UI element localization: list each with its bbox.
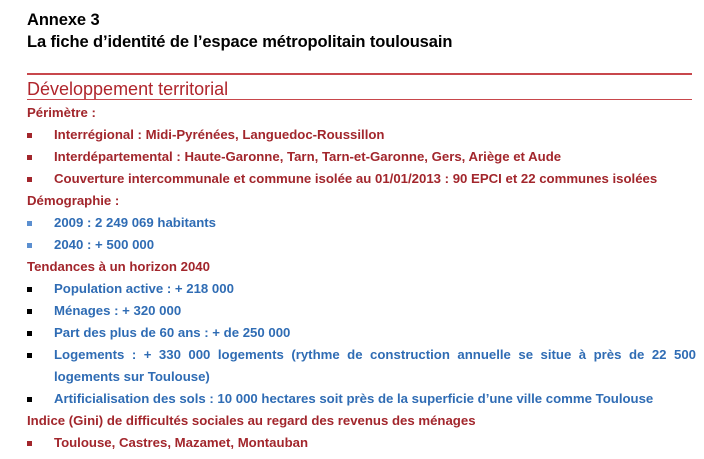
square-bullet-icon [27,221,32,226]
list-item-text: Couverture intercommunale et commune isolée au 01/01/2013 : 90 EPCI et 22 communes isolées [54,171,658,186]
list-item-text: Ménages : + 320 000 [54,303,182,318]
list-item-text: Interdépartemental : Haute-Garonne, Tarn, Tarn-et-Garonne, Gers, Ariège et Aude [54,149,562,164]
demographie-heading: Démographie : [27,193,120,208]
perimetre-heading: Périmètre : [27,105,96,120]
square-bullet-icon [27,441,32,446]
list-item-text: 2009 : 2 249 069 habitants [54,215,217,230]
tendances-heading: Tendances à un horizon 2040 [27,259,210,274]
list-item-text: Population active : + 218 000 [54,281,234,296]
section-title: Développement territorial [27,79,229,99]
square-bullet-icon [27,331,32,336]
square-bullet-icon [27,155,32,160]
section-header [27,73,692,100]
logements-line-2: logements sur Toulouse) [54,369,210,384]
square-bullet-icon [27,243,32,248]
square-bullet-icon [27,353,32,358]
annex-title: La fiche d’identité de l’espace métropolitain toulousain [27,33,453,51]
list-item-text: 2040 : + 500 000 [54,237,155,252]
square-bullet-icon [27,177,32,182]
list-item-text: Toulouse, Castres, Mazamet, Montauban [54,435,309,450]
gini-heading: Indice (Gini) de difficultés sociales au regard des revenus des ménages [27,413,476,428]
annex-header [27,9,452,53]
logements-line-1: Logements : + 330 000 logements (rythme de construction annuelle se situe à près de 22 500 [54,347,696,362]
list-item-text: Artificialisation des sols : 10 000 hectares soit près de la superficie d’une ville comme Toulouse [54,391,654,406]
annex-number: Annexe 3 [27,11,100,29]
square-bullet-icon [27,397,32,402]
square-bullet-icon [27,287,32,292]
list-item-text: Part des plus de 60 ans : + de 250 000 [54,325,291,340]
square-bullet-icon [27,133,32,138]
square-bullet-icon [27,309,32,314]
list-item-text: Interrégional : Midi-Pyrénées, Languedoc-Roussillon [54,127,385,142]
